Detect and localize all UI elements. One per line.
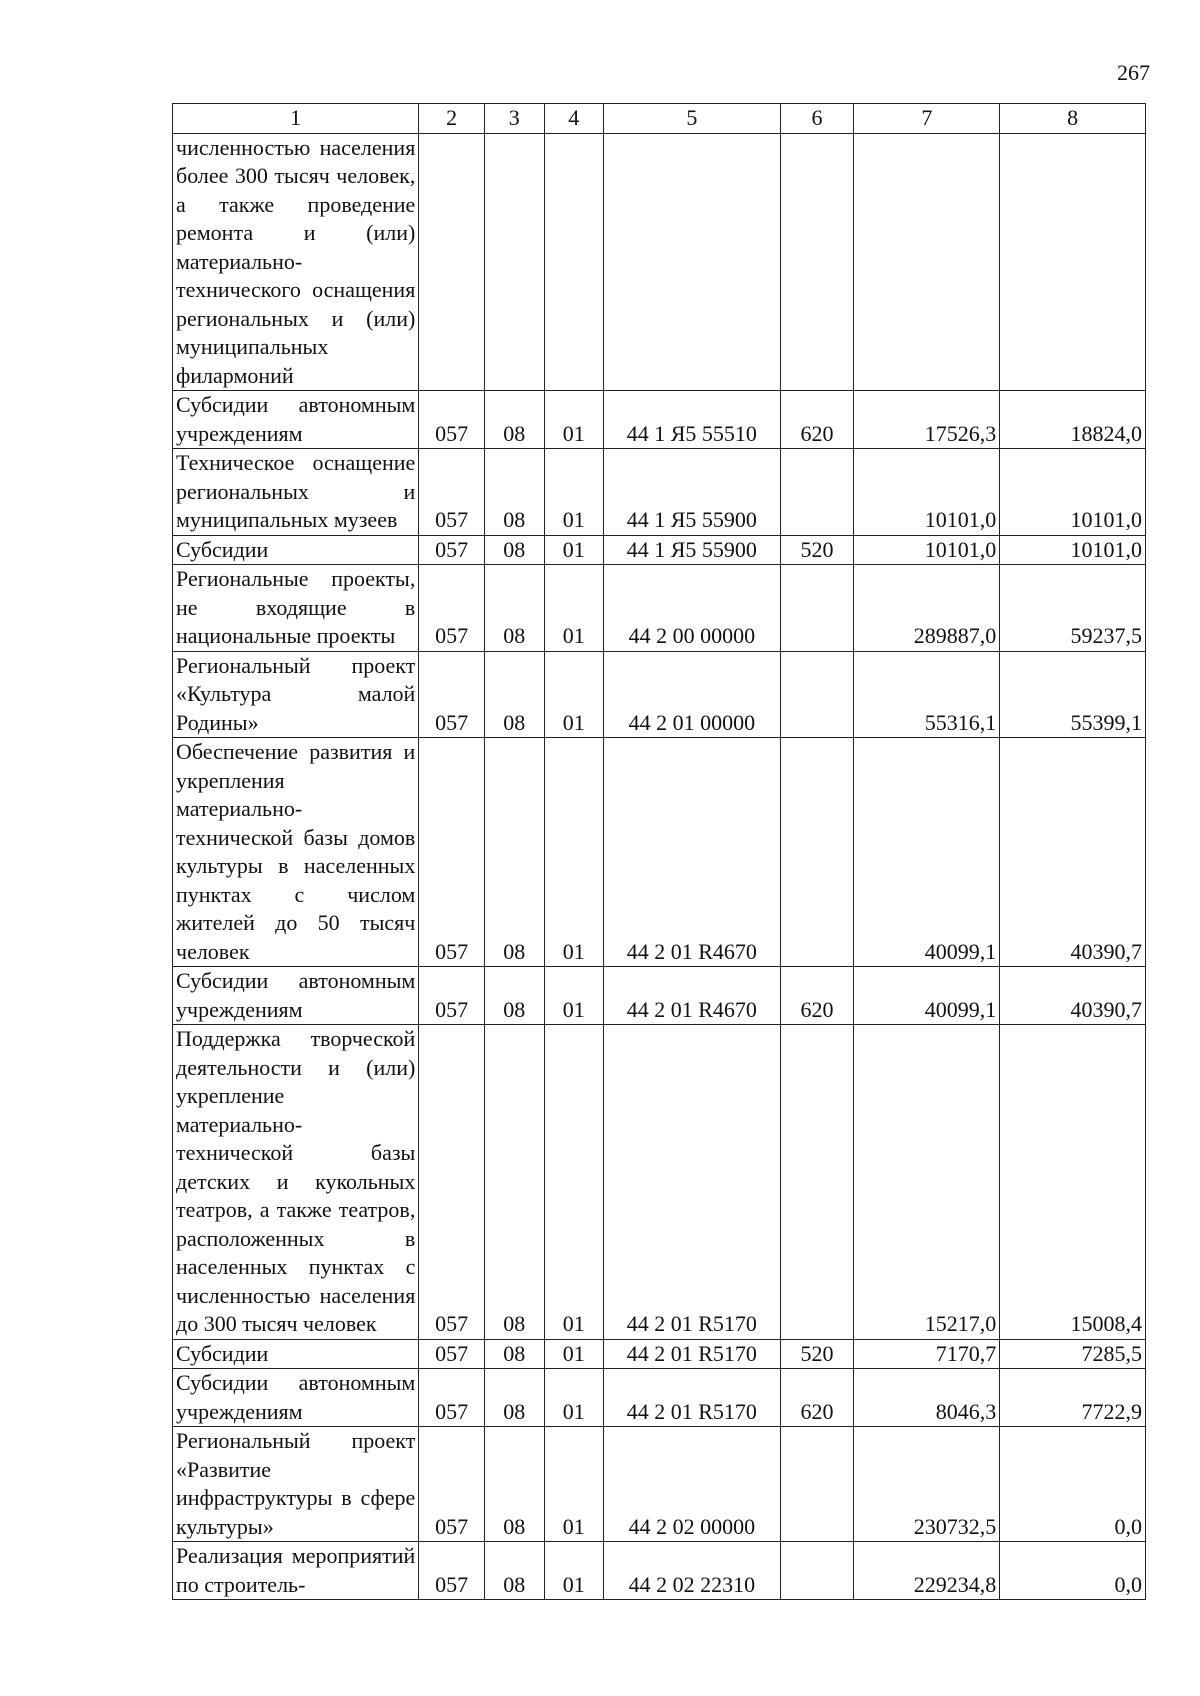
ministry-code: 057 (419, 1339, 485, 1369)
section-code: 08 (485, 967, 545, 1025)
row-description: Субсидии (173, 535, 419, 565)
ministry-code: 057 (419, 535, 485, 565)
target-article-code: 44 2 01 R4670 (604, 738, 781, 967)
section-code: 08 (485, 565, 545, 652)
row-description: Региональный проект «Культура малой Родины» (173, 651, 419, 738)
ministry-code: 057 (419, 449, 485, 536)
target-article-code: 44 1 Я5 55900 (604, 535, 781, 565)
ministry-code: 057 (419, 1542, 485, 1600)
target-article-code: 44 2 01 R5170 (604, 1339, 781, 1369)
subsection-code: 01 (544, 565, 604, 652)
row-description: Региональные проекты, не входящие в национальные проекты (173, 565, 419, 652)
expense-type-code: 620 (780, 1369, 854, 1427)
section-code: 08 (485, 738, 545, 967)
expense-type-code: 520 (780, 1339, 854, 1369)
amount-col8 (1000, 133, 1146, 391)
row-description: Субсидии автономным учреждениям (173, 967, 419, 1025)
amount-col7: 40099,1 (854, 738, 1000, 967)
amount-col8: 18824,0 (1000, 391, 1146, 449)
ministry-code: 057 (419, 651, 485, 738)
amount-col8: 0,0 (1000, 1542, 1146, 1600)
amount-col8: 0,0 (1000, 1427, 1146, 1542)
expense-type-code (780, 449, 854, 536)
amount-col8: 15008,4 (1000, 1025, 1146, 1340)
amount-col7: 7170,7 (854, 1339, 1000, 1369)
section-code: 08 (485, 391, 545, 449)
subsection-code: 01 (544, 1542, 604, 1600)
row-description: Субсидии автономным учреждениям (173, 1369, 419, 1427)
table-row (173, 565, 1146, 652)
amount-col7: 230732,5 (854, 1427, 1000, 1542)
ministry-code (419, 133, 485, 391)
target-article-code: 44 1 Я5 55900 (604, 449, 781, 536)
target-article-code: 44 2 00 00000 (604, 565, 781, 652)
subsection-code: 01 (544, 449, 604, 536)
column-header: 5 (604, 104, 781, 134)
section-code: 08 (485, 1542, 545, 1600)
table-row (173, 738, 1146, 967)
table-row (173, 391, 1146, 449)
expense-type-code (780, 738, 854, 967)
subsection-code: 01 (544, 651, 604, 738)
amount-col8: 10101,0 (1000, 535, 1146, 565)
expense-type-code (780, 133, 854, 391)
amount-col8: 40390,7 (1000, 738, 1146, 967)
column-header: 1 (173, 104, 419, 134)
header-row (173, 104, 1146, 134)
subsection-code: 01 (544, 738, 604, 967)
expense-type-code: 620 (780, 967, 854, 1025)
ministry-code: 057 (419, 391, 485, 449)
budget-table (172, 103, 1146, 1600)
column-header: 3 (485, 104, 545, 134)
target-article-code: 44 2 02 00000 (604, 1427, 781, 1542)
amount-col8: 7285,5 (1000, 1339, 1146, 1369)
expense-type-code (780, 1427, 854, 1542)
amount-col7: 17526,3 (854, 391, 1000, 449)
expense-type-code: 520 (780, 535, 854, 565)
subsection-code: 01 (544, 1369, 604, 1427)
target-article-code (604, 133, 781, 391)
amount-col7: 10101,0 (854, 449, 1000, 536)
table-row (173, 133, 1146, 391)
section-code: 08 (485, 535, 545, 565)
column-header: 7 (854, 104, 1000, 134)
amount-col7: 229234,8 (854, 1542, 1000, 1600)
target-article-code: 44 1 Я5 55510 (604, 391, 781, 449)
table-row (173, 651, 1146, 738)
expense-type-code (780, 651, 854, 738)
section-code: 08 (485, 1339, 545, 1369)
subsection-code: 01 (544, 1339, 604, 1369)
target-article-code: 44 2 01 R5170 (604, 1369, 781, 1427)
ministry-code: 057 (419, 1427, 485, 1542)
amount-col8: 10101,0 (1000, 449, 1146, 536)
table-row (173, 1369, 1146, 1427)
column-header: 6 (780, 104, 854, 134)
target-article-code: 44 2 01 00000 (604, 651, 781, 738)
target-article-code: 44 2 01 R4670 (604, 967, 781, 1025)
subsection-code: 01 (544, 967, 604, 1025)
table-row (173, 1427, 1146, 1542)
amount-col7: 289887,0 (854, 565, 1000, 652)
subsection-code: 01 (544, 391, 604, 449)
page-number: 267 (1117, 60, 1150, 85)
row-description: численностью населения более 300 тысяч человек, а также проведение ремонта и (или) материально-технического оснащения региональных и (или) муниципальных филармоний (173, 133, 419, 391)
amount-col8: 40390,7 (1000, 967, 1146, 1025)
column-header: 8 (1000, 104, 1146, 134)
subsection-code: 01 (544, 535, 604, 565)
table-row (173, 535, 1146, 565)
table-row (173, 1025, 1146, 1340)
section-code (485, 133, 545, 391)
subsection-code: 01 (544, 1427, 604, 1542)
row-description: Региональный проект «Развитие инфраструктуры в сфере культуры» (173, 1427, 419, 1542)
table-row (173, 1339, 1146, 1369)
ministry-code: 057 (419, 1369, 485, 1427)
row-description: Субсидии автономным учреждениям (173, 391, 419, 449)
table-row (173, 1542, 1146, 1600)
target-article-code: 44 2 01 R5170 (604, 1025, 781, 1340)
column-header: 2 (419, 104, 485, 134)
row-description: Поддержка творческой деятельности и (или) укрепление материально-технической базы детских и кукольных театров, а также театров, расположенных в населенных пунктах с численностью населения до 300 тысяч человек (173, 1025, 419, 1340)
expense-type-code: 620 (780, 391, 854, 449)
section-code: 08 (485, 651, 545, 738)
amount-col7: 15217,0 (854, 1025, 1000, 1340)
ministry-code: 057 (419, 967, 485, 1025)
column-header: 4 (544, 104, 604, 134)
amount-col8: 55399,1 (1000, 651, 1146, 738)
table-row (173, 967, 1146, 1025)
amount-col7: 10101,0 (854, 535, 1000, 565)
row-description: Техническое оснащение региональных и муниципальных музеев (173, 449, 419, 536)
section-code: 08 (485, 449, 545, 536)
expense-type-code (780, 565, 854, 652)
row-description: Субсидии (173, 1339, 419, 1369)
expense-type-code (780, 1025, 854, 1340)
subsection-code: 01 (544, 1025, 604, 1340)
amount-col8: 7722,9 (1000, 1369, 1146, 1427)
ministry-code: 057 (419, 565, 485, 652)
ministry-code: 057 (419, 738, 485, 967)
amount-col7: 55316,1 (854, 651, 1000, 738)
amount-col7: 40099,1 (854, 967, 1000, 1025)
row-description: Реализация мероприятий по строитель- (173, 1542, 419, 1600)
row-description: Обеспечение развития и укрепления материально-технической базы домов культуры в населенных пунктах с числом жителей до 50 тысяч человек (173, 738, 419, 967)
amount-col7: 8046,3 (854, 1369, 1000, 1427)
amount-col7 (854, 133, 1000, 391)
ministry-code: 057 (419, 1025, 485, 1340)
expense-type-code (780, 1542, 854, 1600)
section-code: 08 (485, 1427, 545, 1542)
section-code: 08 (485, 1025, 545, 1340)
amount-col8: 59237,5 (1000, 565, 1146, 652)
subsection-code (544, 133, 604, 391)
section-code: 08 (485, 1369, 545, 1427)
target-article-code: 44 2 02 22310 (604, 1542, 781, 1600)
table-row (173, 449, 1146, 536)
